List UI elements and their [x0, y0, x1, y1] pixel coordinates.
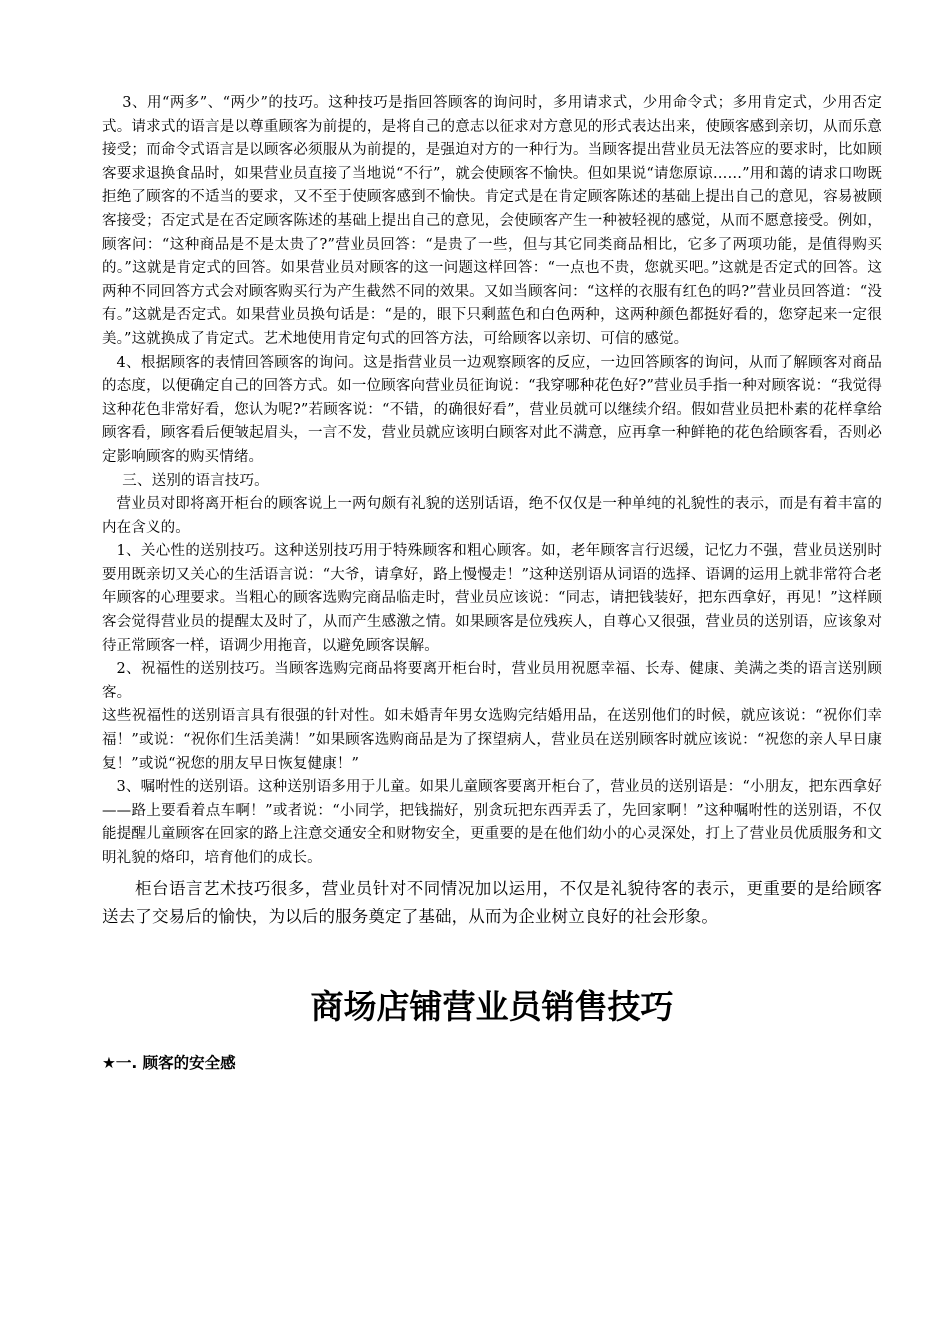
subheading-customer-security: ★一. 顾客的安全感 [102, 1053, 236, 1072]
paragraph-farewell-intro: 营业员对即将离开柜台的顾客说上一两句颇有礼貌的送别话语，绝不仅仅是一种单纯的礼貌性的表示，而是有着丰富的内在含义的。 [102, 496, 882, 536]
paragraph-closing: 柜台语言艺术技巧很多，营业员针对不同情况加以运用，不仅是礼貌待客的表示，更重要的是给顾客送去了交易后的愉快，为以后的服务奠定了基础，从而为企业树立良好的社会形象。 [102, 878, 882, 926]
document-page [102, 92, 882, 1075]
paragraph-two-more-two-less: 3、用“两多”、“两少”的技巧。这种技巧是指回答顾客的询问时，多用请求式，少用命令式；多用肯定式，少用否定式。请求式的语言是以尊重顾客为前提的，是将自己的意志以征求对方意见的形式表达出来，使顾客感到亲切，从而乐意接受；而命令式语言是以顾客必须服从为前提的，是强迫对方的一种行为。当顾客提出营业员无法答应的要求时，比如顾客要求退换食品时，如果营业员直接了当地说“不行”，就会使顾客不愉快。但如果说“请您原谅……”用和蔼的请求口吻既拒绝了顾客的不适当的要求，又不至于使顾客感到不愉快。肯定式是在肯定顾客陈述的基础上提出自己的意见，容易被顾客接受；否定式是在否定顾客陈述的基础上提出自己的意见，会使顾客产生一种被轻视的感觉，从而不愿意接受。例如，顾客问：“这种商品是不是太贵了?”营业员回答：“是贵了一些，但与其它同类商品相比，它多了两项功能，是值得购买的。”这就是肯定式的回答。如果营业员对顾客的这一问题这样回答：“一点也不贵，您就买吧。”这就是否定式的回答。这两种不同回答方式会对顾客购买行为产生截然不同的效果。又如当顾客问：“这样的衣服有红色的吗?”营业员回答道：“没有。”这就是否定式。如果营业员换句话是：“是的，眼下只剩蓝色和白色两种，这两种颜色都挺好看的，您穿起来一定很美。”这就换成了肯定式。艺术地使用肯定句式的回答方法，可给顾客以亲切、可信的感觉。 [102, 95, 882, 347]
paragraph-caring-farewell: 1、关心性的送别技巧。这种送别技巧用于特殊顾客和粗心顾客。如，老年顾客言行迟缓，记忆力不强，营业员送别时要用既亲切又关心的生活语言说：“大爷，请拿好，路上慢慢走！”这种送别语从词语的选择、语调的运用上就非常符合老年顾客的心理要求。当粗心的顾客选购完商品临走时，营业员应该说：“同志，请把钱装好，把东西拿好，再见！”这样顾客会觉得营业员的提醒太及时了，从而产生感激之情。如果顾客是位残疾人，自尊心又很强，营业员的送别语，应该象对待正常顾客一样，语调少用拖音，以避免顾客误解。 [102, 543, 882, 654]
paragraph-advice-farewell: 3、嘱咐性的送别语。这种送别语多用于儿童。如果儿童顾客要离开柜台了，营业员的送别语是：“小朋友，把东西拿好——路上要看着点车啊！”或者说：“小同学，把钱揣好，别贪玩把东西弄丢了，先回家啊！”这种嘱咐性的送别语，不仅能提醒儿童顾客在回家的路上注意交通安全和财物安全，更重要的是在他们幼小的心灵深处，打上了营业员优质服务和文明礼貌的烙印，培育他们的成长。 [102, 779, 882, 866]
document-title: 商场店铺营业员销售技巧 [310, 986, 674, 1026]
paragraph-blessing-examples: 这些祝福性的送别语言具有很强的针对性。如未婚青年男女选购完结婚用品，在送别他们的时候，就应该说：“祝你们幸福！”或说：“祝你们生活美满！”如果顾客选购商品是为了探望病人，营业员在送别顾客时就应该说：“祝您的亲人早日康复！”或说“祝您的朋友早日恢复健康！” [102, 708, 882, 772]
section-heading-farewell: 三、送别的语言技巧。 [122, 472, 269, 489]
paragraph-answer-by-expression: 4、根据顾客的表情回答顾客的询问。这是指营业员一边观察顾客的反应，一边回答顾客的询问，从而了解顾客对商品的态度，以便确定自己的回答方式。如一位顾客向营业员征询说：“我穿哪种花色好?”营业员手指一种对顾客说：“我觉得这种花色非常好看，您认为呢?”若顾客说：“不错，的确很好看”，营业员就可以继续介绍。假如营业员把朴素的花样拿给顾客看，顾客看后便皱起眉头，一言不发，营业员就应该明白顾客对此不满意，应再拿一种鲜艳的花色给顾客看，否则必定影响顾客的购买情绪。 [102, 354, 882, 465]
paragraph-blessing-farewell: 2、祝福性的送别技巧。当顾客选购完商品将要离开柜台时，营业员用祝愿幸福、长寿、健康、美满之类的语言送别顾客。 [102, 661, 882, 701]
